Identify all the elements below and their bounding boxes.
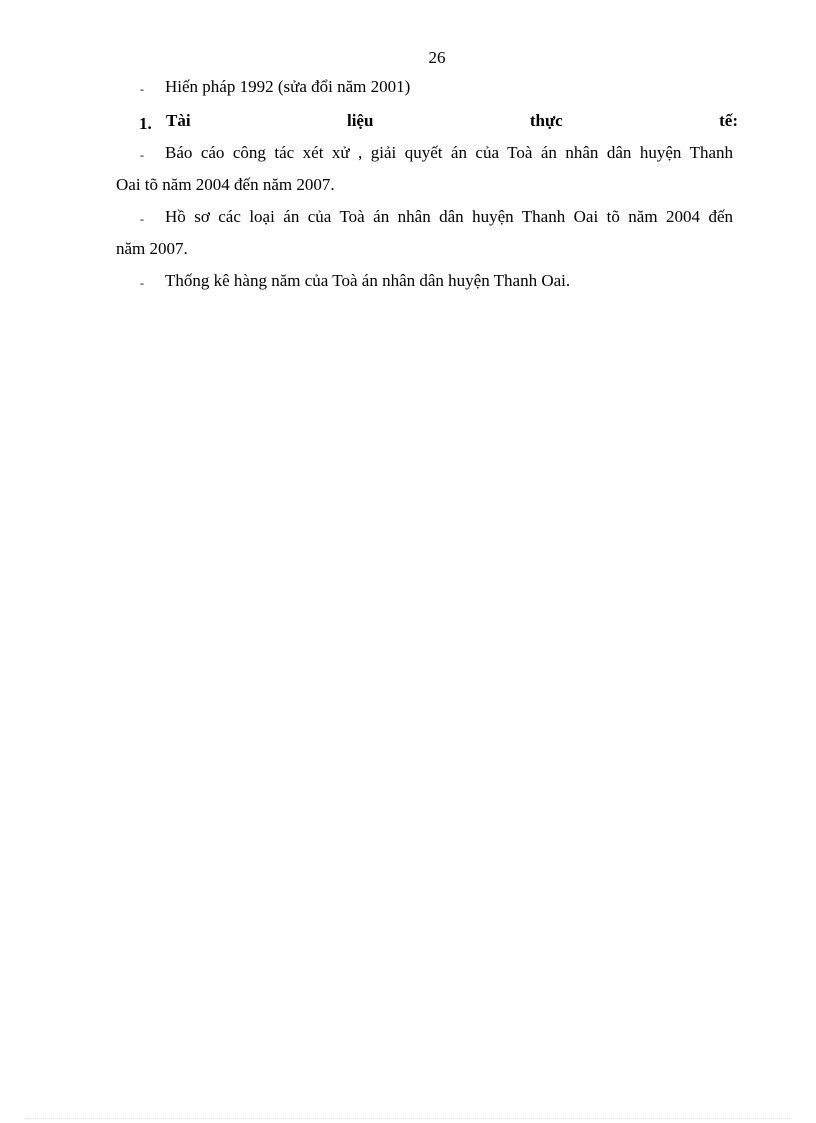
heading-word: tế: xyxy=(719,111,738,130)
reference-case-files-line2: năm 2007. xyxy=(116,239,188,258)
heading-word: thực xyxy=(529,111,563,130)
reference-court-report-line2: Oai tõ năm 2004 đến năm 2007. xyxy=(116,175,335,194)
reference-case-files-line1: Hồ sơ các loại án của Toà án nhân dân huyện Thanh Oai tõ năm 2004 đến xyxy=(165,207,733,226)
page-bottom-divider xyxy=(24,1118,792,1119)
reference-annual-statistics: Thống kê hàng năm của Toà án nhân dân huyện Thanh Oai. xyxy=(165,271,571,290)
section-heading xyxy=(166,109,738,133)
heading-word: liệu xyxy=(346,111,374,130)
bullet-dash: - xyxy=(140,212,144,226)
reference-court-report-line1: Báo cáo công tác xét xử , giải quyết án của Toà án nhân dân huyện Thanh xyxy=(165,143,733,162)
section-number: 1. xyxy=(139,114,152,133)
heading-word: Tài xyxy=(166,111,191,130)
bullet-dash: - xyxy=(140,82,144,96)
bullet-dash: - xyxy=(140,276,144,290)
bullet-dash: - xyxy=(140,148,144,162)
page-number: 26 xyxy=(428,48,446,67)
reference-constitution: Hiến pháp 1992 (sửa đổi năm 2001) xyxy=(165,77,411,96)
